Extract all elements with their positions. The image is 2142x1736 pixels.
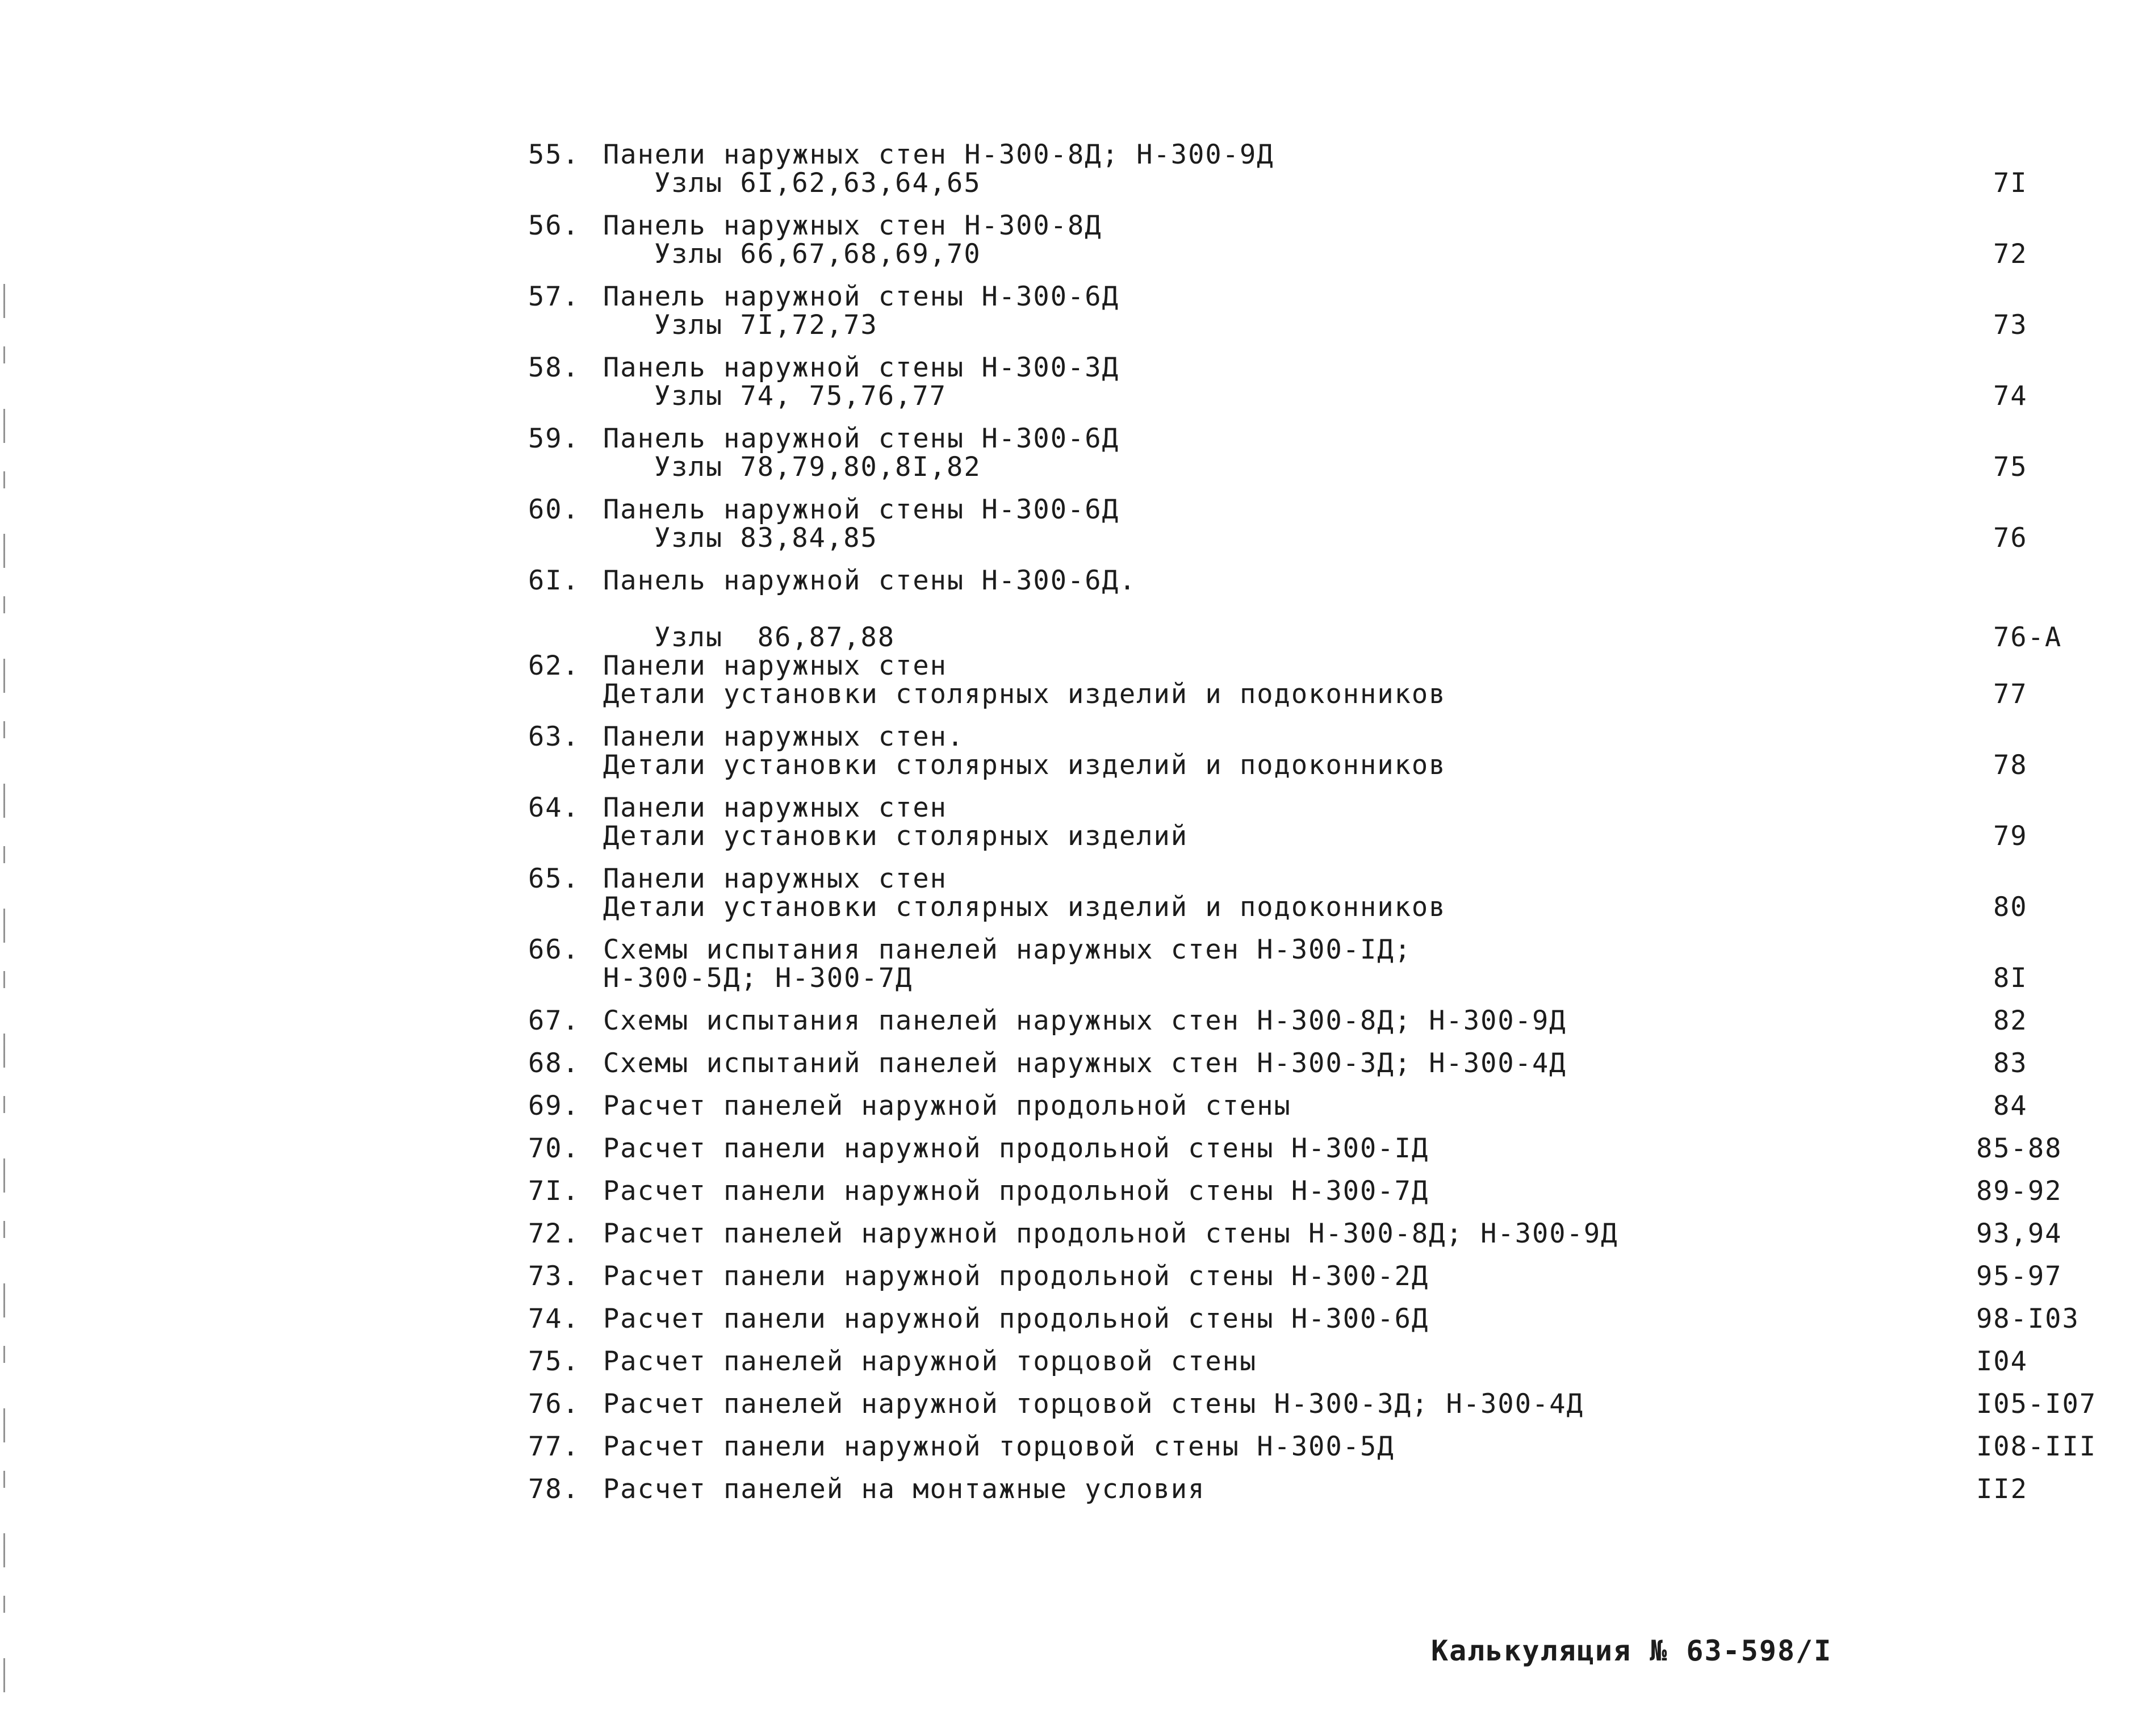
entry-title: Схемы испытаний панелей наружных стен Н-300-3Д; Н-300-4Д: [603, 1048, 1567, 1079]
entry-title: Схемы испытания панелей наружных стен Н-300-IД;: [603, 934, 1412, 965]
entry-page: 73: [1993, 309, 2028, 341]
entry-title: Панели наружных стен Н-300-8Д; Н-300-9Д: [603, 139, 1274, 170]
toc-entry-73: [528, 1262, 2130, 1305]
binding-edge-mark: [3, 284, 5, 1704]
entry-page: 79: [1993, 821, 2028, 852]
entry-subtitle: Детали установки столярных изделий и подоконников: [603, 750, 1446, 781]
entry-number: 63.: [528, 721, 580, 752]
entry-subtitle: Узлы 66,67,68,69,70: [654, 239, 981, 270]
entry-title: Панели наружных стен.: [603, 721, 965, 752]
toc-entry-67: [528, 1007, 2130, 1049]
entry-number: 69.: [528, 1090, 580, 1122]
entry-page: 85-88: [1976, 1133, 2062, 1164]
entry-title: Расчет панели наружной торцовой стены Н-300-5Д: [603, 1431, 1395, 1462]
entry-title: Расчет панелей на монтажные условия: [603, 1474, 1206, 1505]
entry-number: 55.: [528, 139, 580, 170]
table-of-contents: [528, 141, 2130, 1518]
entry-subtitle: Детали установки столярных изделий: [603, 821, 1189, 852]
entry-number: 67.: [528, 1005, 580, 1036]
entry-page: I04: [1976, 1346, 2028, 1377]
entry-title: Панели наружных стен: [603, 650, 947, 681]
entry-subtitle: Детали установки столярных изделий и подоконников: [603, 892, 1446, 923]
entry-subtitle: Детали установки столярных изделий и подоконников: [603, 679, 1446, 710]
entry-number: 62.: [528, 650, 580, 681]
entry-title: Панель наружной стены Н-300-6Д: [603, 281, 1119, 312]
toc-entry-78: [528, 1475, 2130, 1518]
entry-number: 58.: [528, 352, 580, 383]
entry-title: Расчет панелей наружной продольной стены Н-300-8Д; Н-300-9Д: [603, 1218, 1618, 1249]
entry-number: 76.: [528, 1388, 580, 1420]
toc-entry-56: [528, 212, 2130, 283]
entry-title: Расчет панели наружной продольной стены Н-300-2Д: [603, 1261, 1429, 1292]
entry-number: 60.: [528, 494, 580, 525]
entry-title: Расчет панели наружной продольной стены Н-300-6Д: [603, 1303, 1429, 1335]
entry-page: 78: [1993, 750, 2028, 781]
toc-entry-61: [528, 567, 2130, 652]
entry-page: 82: [1993, 1005, 2028, 1036]
entry-number: 74.: [528, 1303, 580, 1335]
toc-entry-68: [528, 1049, 2130, 1092]
entry-number: 65.: [528, 863, 580, 894]
entry-title: Схемы испытания панелей наружных стен Н-300-8Д; Н-300-9Д: [603, 1005, 1567, 1036]
toc-entry-65: [528, 865, 2130, 936]
entry-number: 73.: [528, 1261, 580, 1292]
entry-title: Расчет панели наружной продольной стены Н-300-IД: [603, 1133, 1429, 1164]
entry-page: 83: [1993, 1048, 2028, 1079]
toc-entry-70: [528, 1135, 2130, 1177]
toc-entry-74: [528, 1305, 2130, 1348]
entry-page: 7I: [1993, 168, 2028, 199]
entry-page: 93,94: [1976, 1218, 2062, 1249]
toc-entry-72: [528, 1220, 2130, 1262]
entry-subtitle: Н-300-5Д; Н-300-7Д: [603, 963, 913, 994]
entry-title: Панель наружной стены Н-300-3Д: [603, 352, 1119, 383]
entry-title: Панель наружной стены Н-300-6Д: [603, 494, 1119, 525]
toc-entry-69: [528, 1092, 2130, 1135]
entry-page: 72: [1993, 239, 2028, 270]
toc-entry-63: [528, 723, 2130, 794]
entry-number: 77.: [528, 1431, 580, 1462]
entry-page: II2: [1976, 1474, 2028, 1505]
toc-entry-59: [528, 425, 2130, 496]
entry-number: 7I.: [528, 1176, 580, 1207]
entry-page: 95-97: [1976, 1261, 2062, 1292]
entry-subtitle: Узлы 83,84,85: [654, 522, 878, 554]
entry-title: Панели наружных стен: [603, 792, 947, 823]
document-footer: Калькуляция № 63-598/I: [1431, 1634, 1833, 1667]
toc-entry-62: [528, 652, 2130, 723]
entry-page: 74: [1993, 380, 2028, 412]
entry-page: I08-III: [1976, 1431, 2097, 1462]
entry-page: 80: [1993, 892, 2028, 923]
toc-entry-76: [528, 1390, 2130, 1433]
entry-page: I05-I07: [1976, 1388, 2097, 1420]
entry-title: Панель наружной стены Н-300-6Д: [603, 423, 1119, 454]
entry-page: 77: [1993, 679, 2028, 710]
toc-entry-64: [528, 794, 2130, 865]
entry-title: Расчет панелей наружной торцовой стены Н-300-3Д; Н-300-4Д: [603, 1388, 1584, 1420]
entry-page: 84: [1993, 1090, 2028, 1122]
entry-title: Панели наружных стен: [603, 863, 947, 894]
entry-title: Панель наружных стен Н-300-8Д: [603, 210, 1102, 241]
toc-entry-77: [528, 1433, 2130, 1475]
toc-entry-57: [528, 283, 2130, 354]
entry-title: Расчет панели наружной продольной стены Н-300-7Д: [603, 1176, 1429, 1207]
entry-number: 59.: [528, 423, 580, 454]
entry-title: Расчет панелей наружной продольной стены: [603, 1090, 1291, 1122]
entry-number: 6I.: [528, 565, 580, 596]
entry-number: 66.: [528, 934, 580, 965]
toc-entry-71: [528, 1177, 2130, 1220]
toc-entry-55: [528, 141, 2130, 212]
entry-page: 89-92: [1976, 1176, 2062, 1207]
entry-page: 8I: [1993, 963, 2028, 994]
toc-entry-58: [528, 354, 2130, 425]
entry-page: 75: [1993, 451, 2028, 483]
toc-entry-75: [528, 1348, 2130, 1390]
entry-subtitle: Узлы 78,79,80,8I,82: [654, 451, 981, 483]
entry-number: 72.: [528, 1218, 580, 1249]
entry-subtitle: Узлы 7I,72,73: [654, 309, 878, 341]
entry-title: Расчет панелей наружной торцовой стены: [603, 1346, 1257, 1377]
entry-number: 57.: [528, 281, 580, 312]
entry-number: 78.: [528, 1474, 580, 1505]
entry-number: 75.: [528, 1346, 580, 1377]
entry-subtitle: Узлы 6I,62,63,64,65: [654, 168, 981, 199]
toc-entry-60: [528, 496, 2130, 567]
entry-subtitle: Узлы 74, 75,76,77: [654, 380, 947, 412]
entry-number: 70.: [528, 1133, 580, 1164]
entry-page: 98-I03: [1976, 1303, 2080, 1335]
entry-number: 64.: [528, 792, 580, 823]
entry-page: 76: [1993, 522, 2028, 554]
entry-number: 56.: [528, 210, 580, 241]
toc-entry-66: [528, 936, 2130, 1007]
entry-title: Панель наружной стены Н-300-6Д.: [603, 565, 1137, 596]
entry-number: 68.: [528, 1048, 580, 1079]
entry-page: 76-А: [1993, 622, 2062, 653]
entry-subtitle: Узлы 86,87,88: [654, 622, 896, 653]
